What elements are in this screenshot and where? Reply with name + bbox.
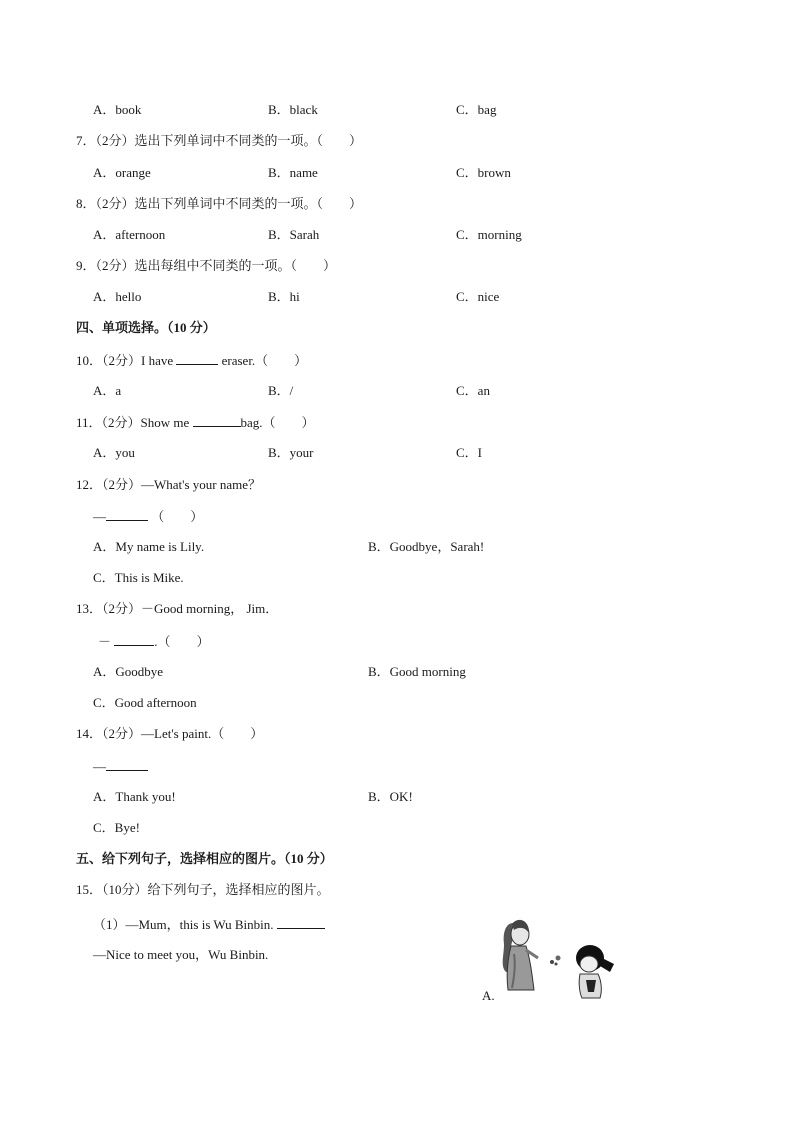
q10-stem	[76, 352, 307, 369]
q9-option-a: A．hello	[93, 289, 142, 304]
q11-stem-post: bag.（ ）	[240, 415, 315, 430]
q7-stem: 7．（2分）选出下列单词中不同类的一项。（ ）	[76, 133, 363, 148]
q11-option-c: C．I	[456, 445, 483, 460]
picture-a	[494, 914, 634, 1004]
q10-stem-pre: 10．（2分）I have	[76, 353, 177, 368]
q10-option-b: B．/	[268, 383, 294, 398]
q13-paren: .（ ）	[154, 634, 210, 649]
q11-option-b: B．your	[268, 445, 314, 460]
q10-blank	[176, 352, 218, 365]
q12-paren: （ ）	[151, 509, 204, 524]
section-4-heading: 四、单项选择。（10 分）	[76, 320, 216, 335]
q13-option-c: C．Good afternoon	[93, 695, 197, 710]
woman-figure	[503, 920, 538, 990]
q10-option-a: A．a	[93, 383, 122, 398]
q13-option-a: A．Goodbye	[93, 664, 164, 679]
q15-sub1-blank	[277, 916, 325, 929]
q6-option-a: A．book	[93, 102, 142, 117]
q8-option-b: B．Sarah	[268, 227, 320, 242]
q14-option-a: A．Thank you!	[93, 789, 176, 804]
q14-option-c: C．Bye!	[93, 820, 140, 835]
q13-blank	[114, 633, 154, 646]
q7-option-a: A．orange	[93, 165, 151, 180]
q12-stem: 12．（2分）—What's your name？	[76, 477, 262, 492]
q6-option-c: C．bag	[456, 102, 497, 117]
q14-option-b: B．OK!	[368, 789, 413, 804]
q11-option-a: A．you	[93, 445, 135, 460]
q8-stem: 8．（2分）选出下列单词中不同类的一项。（ ）	[76, 196, 363, 211]
q11-stem-pre: 11．（2分）Show me	[76, 415, 193, 430]
picture-a-label: A.	[482, 988, 495, 1003]
q7-option-c: C．brown	[456, 165, 511, 180]
flower-icon	[550, 956, 561, 966]
q14-answer-line	[93, 758, 148, 775]
q13-answer-line	[98, 633, 210, 650]
q13-stem: 13．（2分）－Good morning， Jim．	[76, 601, 279, 616]
q13-option-b: B．Good morning	[368, 664, 466, 679]
q10-option-c: C．an	[456, 383, 490, 398]
q15-sub1-line2: —Nice to meet you，Wu Binbin.	[93, 947, 269, 962]
q12-blank	[106, 508, 148, 521]
q8-option-c: C．morning	[456, 227, 522, 242]
q15-sub1-text: （1）—Mum，this is Wu Binbin.	[93, 917, 277, 932]
section-5-heading: 五、给下列句子，选择相应的图片。（10 分）	[76, 851, 333, 866]
q15-sub1-line1	[93, 916, 325, 933]
q9-stem: 9．（2分）选出每组中不同类的一项。（ ）	[76, 258, 337, 273]
q10-stem-post: eraser.（ ）	[218, 353, 308, 368]
q6-option-b: B．black	[268, 102, 318, 117]
q12-option-a: A．My name is Lily.	[93, 539, 205, 554]
q9-option-b: B．hi	[268, 289, 300, 304]
q15-stem: 15．（10分）给下列句子，选择相应的图片。	[76, 882, 330, 897]
q14-blank	[106, 758, 148, 771]
greeting-figures-illustration	[494, 914, 634, 1004]
q11-blank	[193, 414, 241, 427]
q12-answer-line	[93, 508, 203, 525]
q12-dash: —	[93, 509, 106, 524]
q12-option-b: B．Goodbye，Sarah!	[368, 539, 485, 554]
q12-option-c: C．This is Mike.	[93, 570, 184, 585]
girl-figure	[576, 945, 614, 998]
q14-dash: —	[93, 759, 106, 774]
q9-option-c: C．nice	[456, 289, 500, 304]
q14-stem: 14．（2分）—Let's paint.（ ）	[76, 726, 264, 741]
q7-option-b: B．name	[268, 165, 318, 180]
q8-option-a: A．afternoon	[93, 227, 166, 242]
q13-dash: －	[98, 634, 112, 649]
q11-stem	[76, 414, 315, 431]
